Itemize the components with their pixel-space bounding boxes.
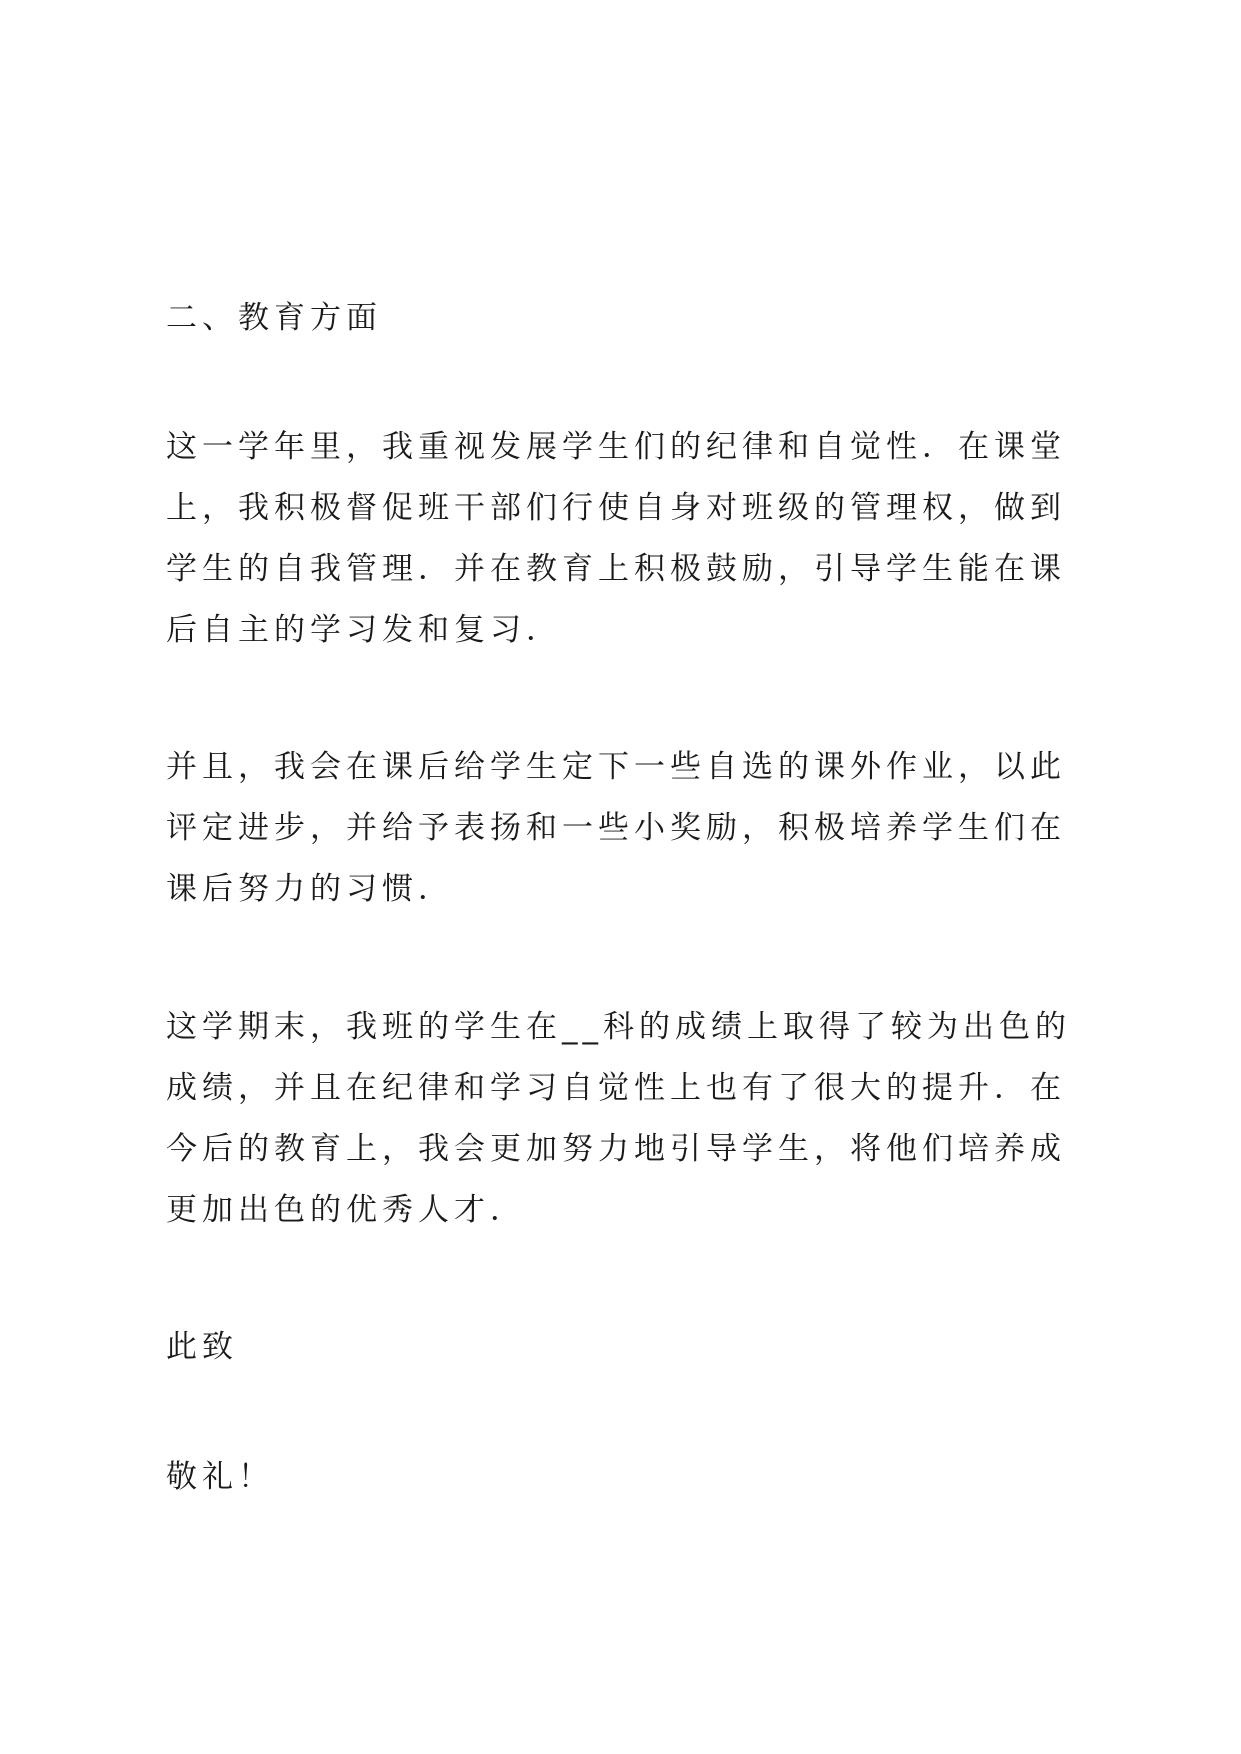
paragraph-discipline: 这一学年里，我重视发展学生们的纪律和自觉性．在课堂上，我积极督促班干部们行使自身对班级的管理权，做到学生的自我管理．并在教育上积极鼓励，引导学生能在课后自主的学习发和复习．: [166, 429, 1066, 648]
paragraph-homework: 并且，我会在课后给学生定下一些自选的课外作业，以此评定进步，并给予表扬和一些小奖励，积极培养学生们在课后努力的习惯．: [166, 749, 1066, 907]
salutation: 敬礼！: [166, 1459, 274, 1495]
section-heading: 二、教育方面: [166, 300, 382, 336]
paragraph-results: 这学期末，我班的学生在__科的成绩上取得了较为出色的成绩，并且在纪律和学习自觉性上也有了很大的提升．在今后的教育上，我会更加努力地引导学生，将他们培养成更加出色的优秀人才．: [166, 1009, 1071, 1228]
closing-phrase: 此致: [166, 1329, 238, 1365]
